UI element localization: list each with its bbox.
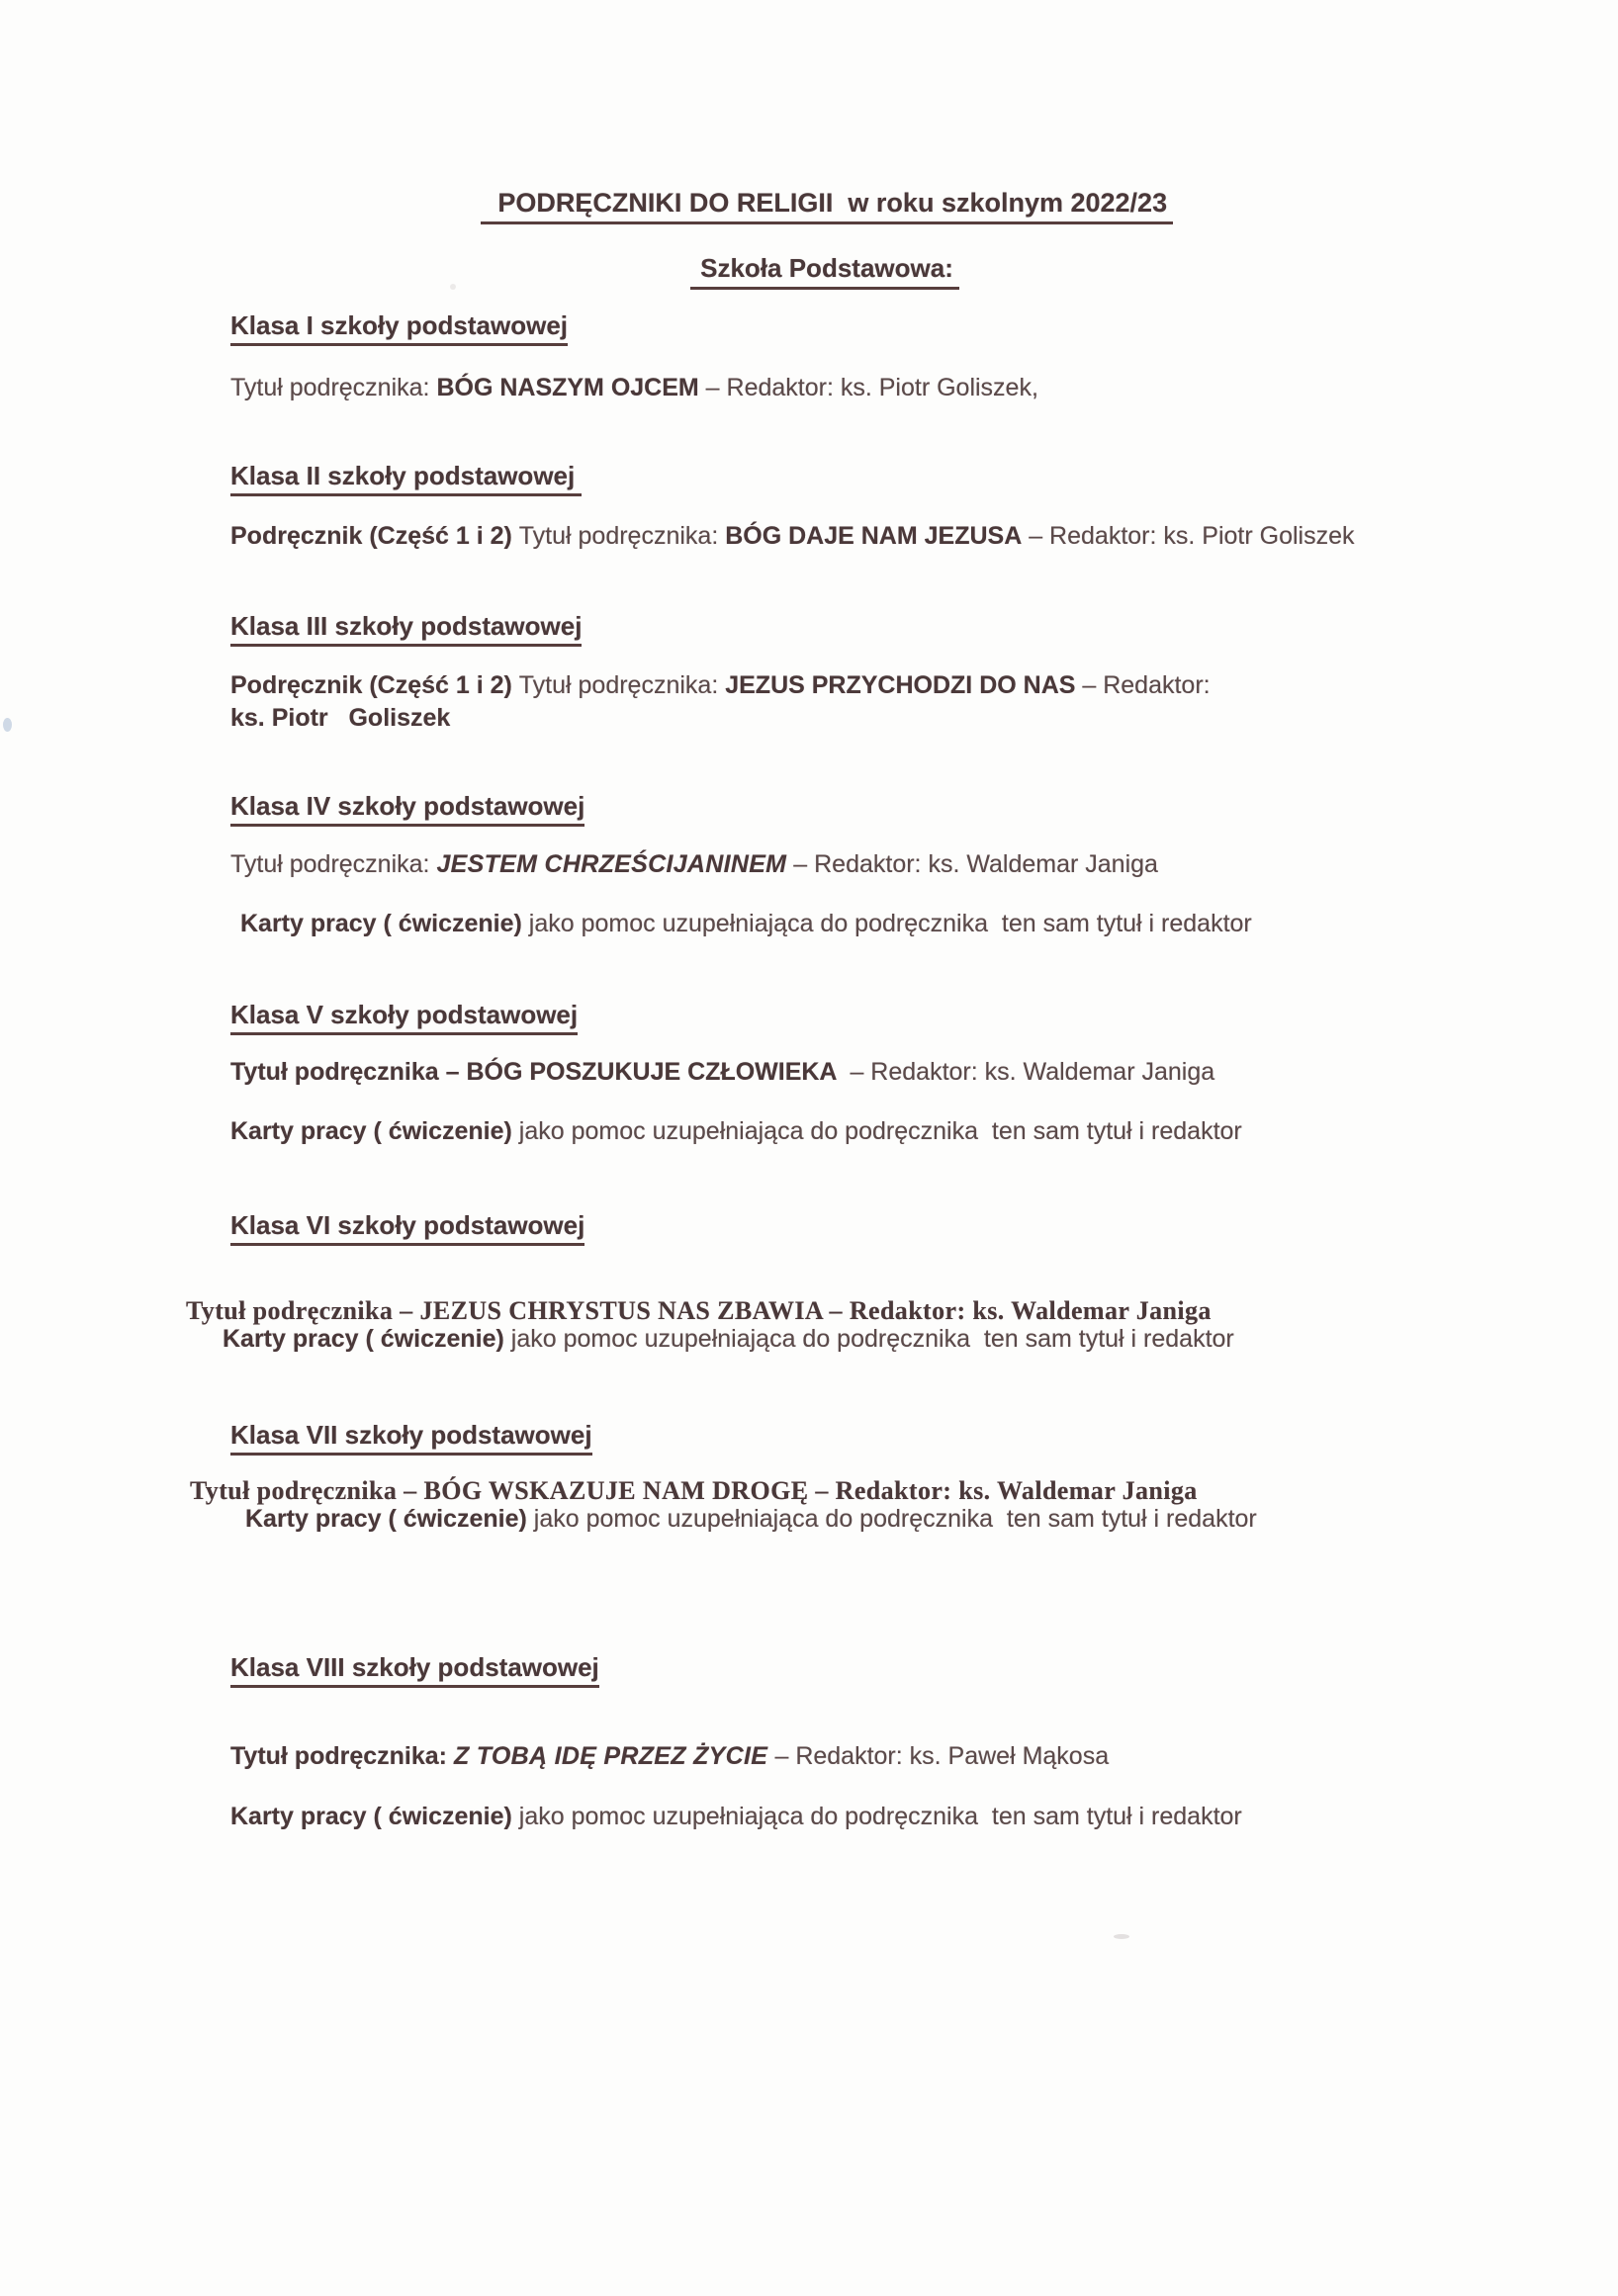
section-heading-klasa-6: Klasa VI szkoły podstawowej [230, 1210, 584, 1246]
section-heading-klasa-3: Klasa III szkoły podstawowej [230, 611, 582, 647]
textbook-line-klasa-7: Tytuł podręcznika – BÓG WSKAZUJE NAM DROGĘ – Redaktor: ks. Waldemar Janiga [190, 1476, 1198, 1505]
workbook-line-klasa-5: Karty pracy ( ćwiczenie) jako pomoc uzupełniająca do podręcznika ten sam tytuł i redaktor [230, 1117, 1242, 1145]
document-subtitle [0, 253, 1618, 290]
section-heading-klasa-7: Klasa VII szkoły podstawowej [230, 1420, 592, 1456]
workbook-line-klasa-4: Karty pracy ( ćwiczenie) jako pomoc uzupełniająca do podręcznika ten sam tytuł i redaktor [240, 910, 1252, 937]
document-title [0, 188, 1618, 224]
textbook-line-klasa-4: Tytuł podręcznika: JESTEM CHRZEŚCIJANINEM – Redaktor: ks. Waldemar Janiga [230, 850, 1158, 878]
document-subtitle-text: Szkoła Podstawowa: [690, 253, 959, 290]
workbook-line-klasa-7: Karty pracy ( ćwiczenie) jako pomoc uzupełniająca do podręcznika ten sam tytuł i redaktor [245, 1505, 1257, 1533]
scan-speck [1114, 1934, 1129, 1939]
section-heading-klasa-4: Klasa IV szkoły podstawowej [230, 791, 584, 827]
section-heading-klasa-5: Klasa V szkoły podstawowej [230, 1000, 578, 1035]
textbook-line-klasa-3: Podręcznik (Część 1 i 2) Tytuł podręcznika: JEZUS PRZYCHODZI DO NAS – Redaktor: [230, 671, 1211, 699]
section-heading-klasa-2: Klasa II szkoły podstawowej [230, 461, 582, 496]
textbook-line-klasa-8: Tytuł podręcznika: Z TOBĄ IDĘ PRZEZ ŻYCIE – Redaktor: ks. Paweł Mąkosa [230, 1742, 1110, 1770]
workbook-line-klasa-6: Karty pracy ( ćwiczenie) jako pomoc uzupełniająca do podręcznika ten sam tytuł i redaktor [223, 1325, 1234, 1353]
textbook-line-klasa-5: Tytuł podręcznika – BÓG POSZUKUJE CZŁOWIEKA – Redaktor: ks. Waldemar Janiga [230, 1058, 1215, 1086]
section-heading-klasa-1: Klasa I szkoły podstawowej [230, 310, 568, 346]
document-title-text: PODRĘCZNIKI DO RELIGII w roku szkolnym 2022/23 [481, 188, 1173, 224]
textbook-line-klasa-6: Tytuł podręcznika – JEZUS CHRYSTUS NAS ZBAWIA – Redaktor: ks. Waldemar Janiga [186, 1296, 1212, 1325]
section-heading-klasa-8: Klasa VIII szkoły podstawowej [230, 1652, 599, 1688]
textbook-line-klasa-1: Tytuł podręcznika: BÓG NASZYM OJCEM – Redaktor: ks. Piotr Goliszek, [230, 374, 1038, 401]
textbook-line-klasa-3-continued: ks. Piotr Goliszek [230, 704, 451, 732]
workbook-line-klasa-8: Karty pracy ( ćwiczenie) jako pomoc uzupełniająca do podręcznika ten sam tytuł i redaktor [230, 1803, 1242, 1830]
textbook-line-klasa-2: Podręcznik (Część 1 i 2) Tytuł podręcznika: BÓG DAJE NAM JEZUSA – Redaktor: ks. Piotr Goliszek [230, 522, 1355, 550]
scan-speck [3, 718, 12, 732]
